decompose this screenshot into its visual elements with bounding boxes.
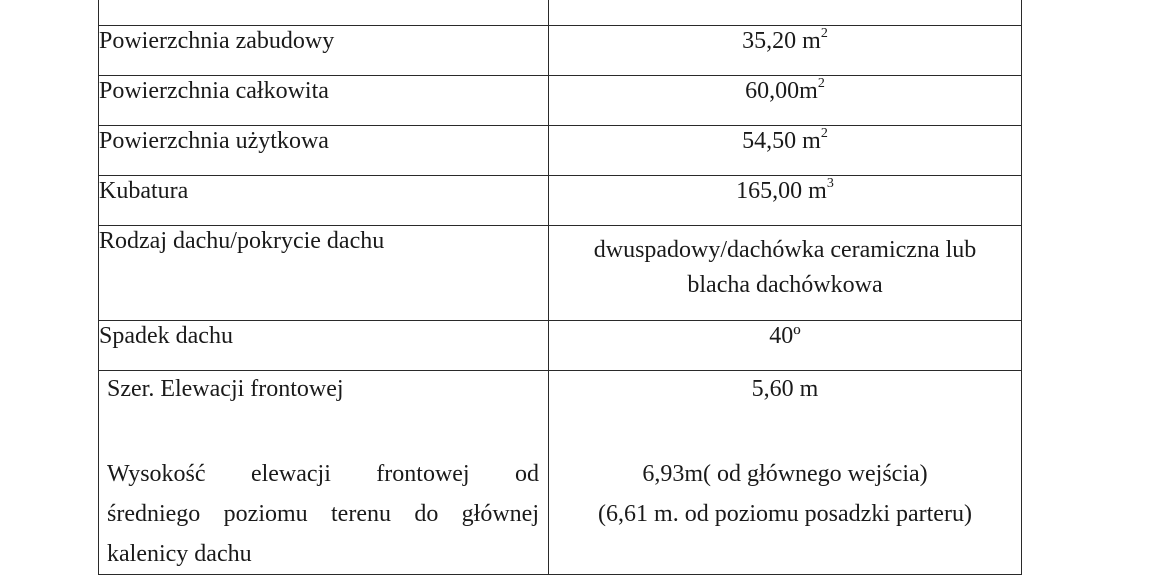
row-value [549, 26, 1022, 76]
table-row-rodzaj-dachu [99, 226, 1022, 321]
value-text: 165,00 m [736, 178, 827, 204]
building-parameters-table [98, 0, 1022, 575]
value-line: (6,61 m. od poziomu posadzki parteru) [598, 501, 972, 527]
row-value: 5,60 m [751, 376, 819, 402]
row-label: Powierzchnia użytkowa [99, 126, 549, 176]
table-row-szer-elewacji [99, 371, 1022, 575]
row-label: Powierzchnia zabudowy [99, 26, 549, 76]
value-line: blacha dachówkowa [687, 272, 883, 298]
table-cell [99, 0, 549, 26]
row-value [549, 226, 1022, 321]
row-label: Powierzchnia całkowita [99, 76, 549, 126]
table-row-header-cut [99, 0, 1022, 26]
label-line: kalenicy dachu [107, 541, 252, 567]
row-value: 40º [549, 321, 1022, 371]
row-label: Spadek dachu [99, 321, 549, 371]
label-line: Wysokość elewacji frontowej od [107, 461, 539, 487]
unit-exponent: 2 [817, 76, 825, 91]
value-text: 54,50 m [742, 128, 821, 154]
value-line: 6,93m( od głównego wejścia) [642, 461, 928, 487]
row-label: Kubatura [99, 176, 549, 226]
table-row-spadek-dachu [99, 321, 1022, 371]
row-value [549, 76, 1022, 126]
table-row-powierzchnia-zabudowy [99, 26, 1022, 76]
row-label: Szer. Elewacji frontowej [107, 376, 344, 402]
row-value-group [549, 371, 1022, 575]
value-text: 60,00m [745, 78, 818, 104]
table-row-powierzchnia-calkowita [99, 76, 1022, 126]
row-label: Rodzaj dachu/pokrycie dachu [99, 226, 549, 321]
value-line: dwuspadowy/dachówka ceramiczna lub [593, 237, 977, 263]
label-line: średniego poziomu terenu do głównej [107, 501, 539, 527]
unit-exponent: 3 [826, 176, 834, 191]
row-label-multiline [99, 404, 548, 574]
row-value-multiline [549, 404, 1021, 534]
row-label-group [99, 371, 549, 575]
table-row-kubatura [99, 176, 1022, 226]
unit-exponent: 2 [820, 126, 828, 141]
table-row-powierzchnia-uzytkowa [99, 126, 1022, 176]
unit-exponent: 2 [820, 26, 828, 41]
row-value [549, 176, 1022, 226]
value-text: 35,20 m [742, 28, 821, 54]
table-cell [549, 0, 1022, 26]
row-value [549, 126, 1022, 176]
